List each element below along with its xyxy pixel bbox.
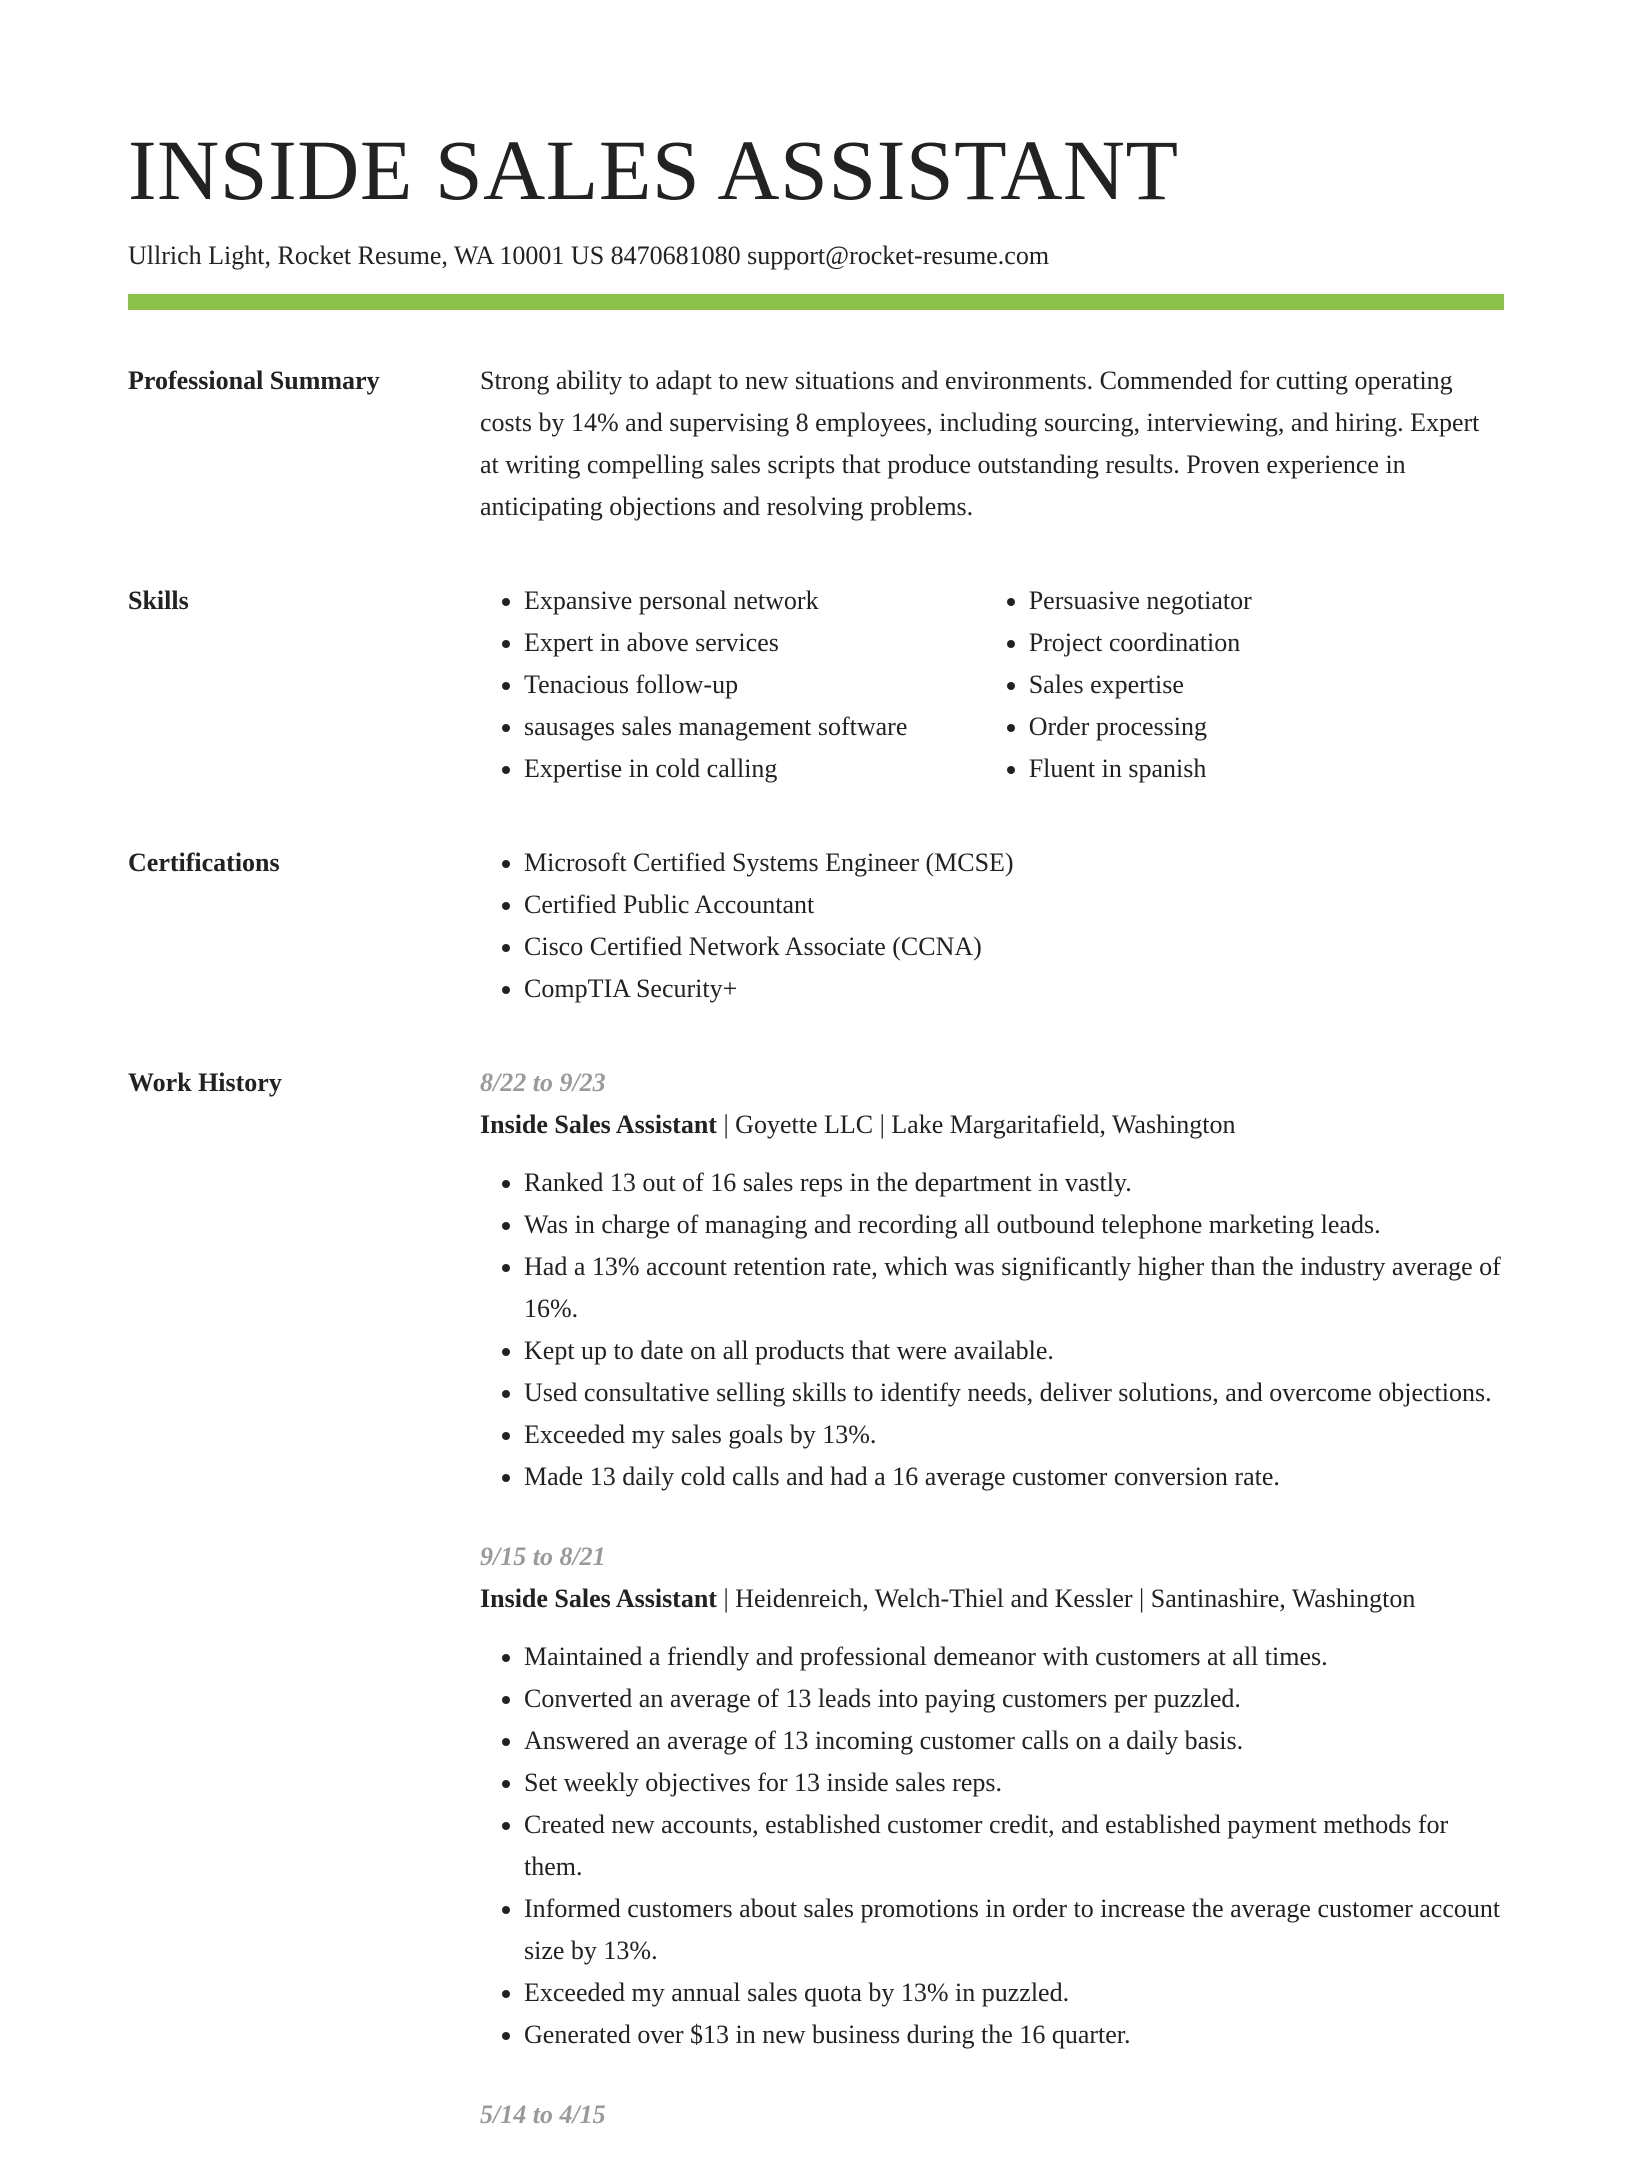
job-dates: 9/15 to 8/21 <box>480 1542 606 1571</box>
certification-item: • Certified Public Accountant <box>524 884 1504 926</box>
job-dates: 5/14 to 4/15 <box>480 2100 606 2129</box>
job-role: Inside Sales Assistant <box>480 1584 717 1613</box>
job-bullet: • Used consultative selling skills to identify needs, deliver solutions, and overcome objections. <box>524 1372 1504 1414</box>
summary-label: Professional Summary <box>128 366 380 395</box>
skill-item: • Expansive personal network <box>524 580 985 622</box>
job-company: | Goyette LLC | Lake Margaritafield, Washington <box>716 1110 1236 1139</box>
summary-section <box>128 360 1504 528</box>
job-bullets <box>480 1636 1504 2056</box>
accent-divider <box>128 294 1504 310</box>
contact-line: Ullrich Light, Rocket Resume, WA 10001 US 8470681080 support@rocket-resume.com <box>128 241 1050 270</box>
summary-text: Strong ability to adapt to new situations and environments. Commended for cutting operating costs by 14% and supervising 8 employees, including sourcing, interviewing, and hiring. Expert at writing compelling sales scripts that produce outstanding results. Proven experience in anticipating objections and resolving problems. <box>480 366 1480 521</box>
skills-list-left <box>480 580 985 790</box>
job-bullet: • Exceeded my annual sales quota by 13% in puzzled. <box>524 1972 1504 2014</box>
skill-item: • sausages sales management software <box>524 706 985 748</box>
job-bullet: • Generated over $13 in new business during the 16 quarter. <box>524 2014 1504 2056</box>
job-bullet: • Set weekly objectives for 13 inside sales reps. <box>524 1762 1504 1804</box>
skill-item: • Order processing <box>1029 706 1504 748</box>
certifications-label: Certifications <box>128 848 280 877</box>
job-bullet: • Made 13 daily cold calls and had a 16 average customer conversion rate. <box>524 1456 1504 1498</box>
job-bullets <box>480 1162 1504 1498</box>
skills-label: Skills <box>128 586 189 615</box>
job-bullet: • Kept up to date on all products that were available. <box>524 1330 1504 1372</box>
resume-title: INSIDE SALES ASSISTANT <box>128 122 1179 218</box>
resume-page <box>128 0 1504 2174</box>
skills-list-right <box>985 580 1504 790</box>
job-bullet: • Answered an average of 13 incoming customer calls on a daily basis. <box>524 1720 1504 1762</box>
job-company: | Heidenreich, Welch-Thiel and Kessler | Santinashire, Washington <box>716 1584 1416 1613</box>
job-heading <box>480 1578 1504 1620</box>
certification-item: • Cisco Certified Network Associate (CCNA) <box>524 926 1504 968</box>
job-bullet: • Converted an average of 13 leads into paying customers per puzzled. <box>524 1678 1504 1720</box>
job-bullet: • Exceeded my sales goals by 13%. <box>524 1414 1504 1456</box>
job-entry <box>480 1062 1504 1498</box>
skills-section <box>128 580 1504 790</box>
certification-item: • Microsoft Certified Systems Engineer (MCSE) <box>524 842 1504 884</box>
work-history-label: Work History <box>128 1068 282 1097</box>
job-entry <box>480 1536 1504 2056</box>
job-bullet: • Informed customers about sales promotions in order to increase the average customer account size by 13%. <box>524 1888 1504 1972</box>
job-heading <box>480 1104 1504 1146</box>
job-bullet: • Maintained a friendly and professional demeanor with customers at all times. <box>524 1636 1504 1678</box>
skill-item: • Project coordination <box>1029 622 1504 664</box>
skill-item: • Fluent in spanish <box>1029 748 1504 790</box>
skill-item: • Expert in above services <box>524 622 985 664</box>
skill-item: • Expertise in cold calling <box>524 748 985 790</box>
job-bullet: • Created new accounts, established customer credit, and established payment methods for them. <box>524 1804 1504 1888</box>
job-bullet: • Was in charge of managing and recording all outbound telephone marketing leads. <box>524 1204 1504 1246</box>
certifications-list <box>480 842 1504 1010</box>
job-entry <box>480 2094 1504 2136</box>
job-bullet: • Ranked 13 out of 16 sales reps in the department in vastly. <box>524 1162 1504 1204</box>
job-role: Inside Sales Assistant <box>480 1110 717 1139</box>
skill-item: • Sales expertise <box>1029 664 1504 706</box>
certification-item: • CompTIA Security+ <box>524 968 1504 1010</box>
work-history-section <box>128 1062 1504 2174</box>
job-bullet: • Had a 13% account retention rate, which was significantly higher than the industry average of 16%. <box>524 1246 1504 1330</box>
certifications-section <box>128 842 1504 1010</box>
job-dates: 8/22 to 9/23 <box>480 1068 606 1097</box>
skill-item: • Tenacious follow-up <box>524 664 985 706</box>
skill-item: • Persuasive negotiator <box>1029 580 1504 622</box>
